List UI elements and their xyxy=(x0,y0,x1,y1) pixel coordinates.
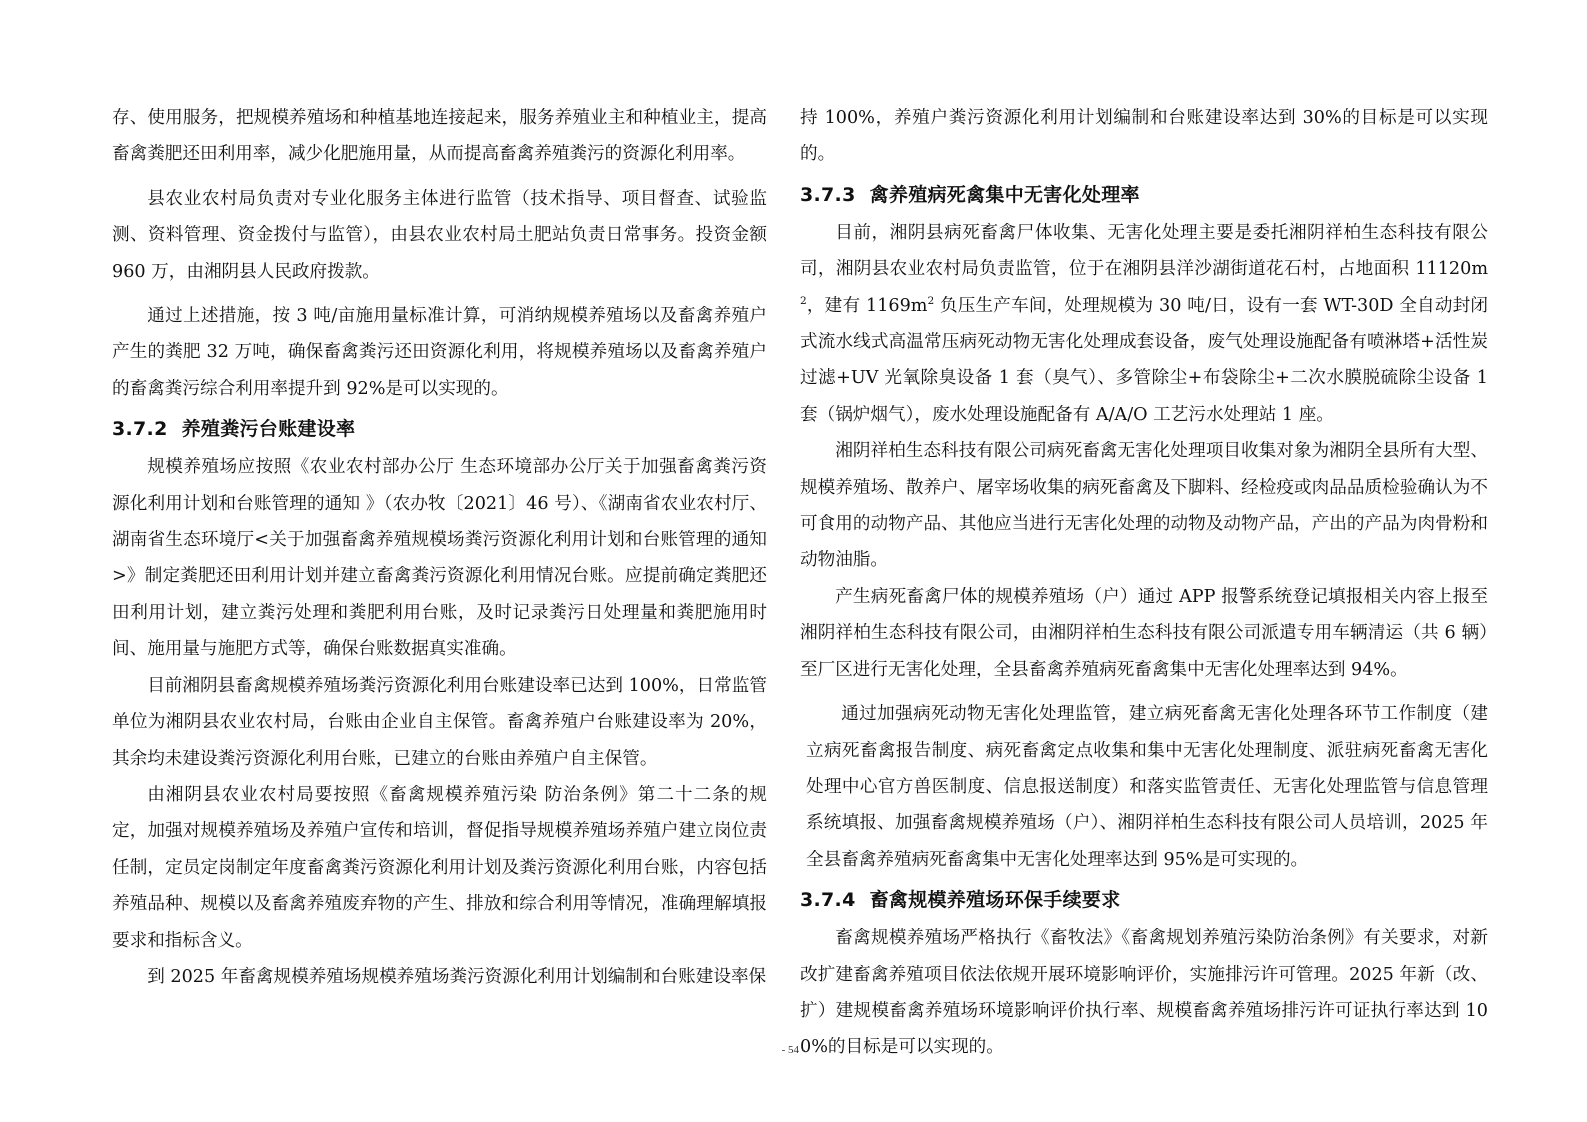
paragraph-right-6: 畜禽规模养殖场严格执行《畜牧法》《畜禽规划养殖污染防治条例》有关要求，对新改扩建畜禽养殖项目依法依规开展环境影响评价，实施排污许可管理。2025 年新（改、扩）建规模畜禽养殖场环境影响评价执行率、规模畜禽养殖场排污许可证执行率达到 100%的目标是可以实现的。 xyxy=(800,928,1488,1058)
section-title: 畜禽规模养殖场环保手续要求 xyxy=(869,889,1121,912)
paragraph-right-1: 持 100%，养殖户粪污资源化利用计划编制和台账建设率达到 30%的目标是可以实现的。 xyxy=(800,108,1488,165)
section-heading-3-7-3 xyxy=(800,177,1488,213)
paragraph-left-6: 由湘阴县农业农村局要按照《畜禽规模养殖污染 防治条例》第二十二条的规定，加强对规模养殖场及养殖户宣传和培训，督促指导规模养殖场养殖户建立岗位责任制，定员定岗制定年度畜禽粪污资源化利用计划及粪污资源化利用台账，内容包括养殖品种、规模以及畜禽养殖废弃物的产生、排放和综合利用等情况，准确理解填报要求和指标含义。 xyxy=(112,784,767,951)
section-heading-3-7-2 xyxy=(112,411,767,447)
section-number: 3.7.3 xyxy=(800,183,856,206)
paragraph-left-5: 目前湘阴县畜禽规模养殖场粪污资源化利用台账建设率已达到 100%，日常监管单位为湘阴县农业农村局，台账由企业自主保管。畜禽养殖户台账建设率为 20%，其余均未建设粪污资源化利用台账，已建立的台账由养殖户自主保管。 xyxy=(112,675,767,769)
paragraph-left-3: 通过上述措施，按 3 吨/亩施用量标准计算，可消纳规模养殖场以及畜禽养殖户产生的粪肥 32 万吨，确保畜禽粪污还田资源化利用，将规模养殖场以及畜禽养殖户的畜禽粪污综合利用率提升到 92%是可以实现的。 xyxy=(112,306,767,399)
paragraph-right-5: 通过加强病死动物无害化处理监管，建立病死畜禽无害化处理各环节工作制度（建立病死畜禽报告制度、病死畜禽定点收集和集中无害化处理制度、派驻病死畜禽无害化处理中心官方兽医制度、信息报送制度）和落实监管责任、无害化处理监管与信息管理系统填报、加强畜禽规模养殖场（户）、湘阴祥柏生态科技有限公司人员培训，2025 年全县畜禽养殖病死畜禽集中无害化处理率达到 95%是可实现的。 xyxy=(806,704,1488,870)
paragraph-left-1: 存、使用服务，把规模养殖场和种植基地连接起来，服务养殖业主和种植业主，提高畜禽粪肥还田利用率，减少化肥施用量，从而提高畜禽养殖粪污的资源化利用率。 xyxy=(112,108,767,165)
paragraph-left-7: 到 2025 年畜禽规模养殖场规模养殖场粪污资源化利用计划编制和台账建设率保 xyxy=(147,966,767,987)
page-number: - 54 - xyxy=(781,1044,806,1056)
section-number: 3.7.2 xyxy=(112,418,168,441)
paragraph-right-3: 湘阴祥柏生态科技有限公司病死畜禽无害化处理项目收集对象为湘阴全县所有大型、规模养殖场、散养户、屠宰场收集的病死畜禽及下脚料、经检疫或肉品品质检验确认为不可食用的动物产品、其他应当进行无害化处理的动物及动物产品，产出的产品为肉骨粉和动物油脂。 xyxy=(800,441,1488,571)
right-column xyxy=(800,100,1488,1066)
section-number: 3.7.4 xyxy=(800,889,856,912)
paragraph-right-4: 产生病死畜禽尸体的规模养殖场（户）通过 APP 报警系统登记填报相关内容上报至湘阴祥柏生态科技有限公司，由湘阴祥柏生态科技有限公司派遣专用车辆清运（共 6 辆）至厂区进行无害化处理，全县畜禽养殖病死畜禽集中无害化处理率达到 94%。 xyxy=(800,586,1488,680)
paragraph-right-2: 目前，湘阴县病死畜禽尸体收集、无害化处理主要是委托湘阴祥柏生态科技有限公司，湘阴县农业农村局负责监管，位于在湘阴县洋沙湖街道花石村，占地面积 $11120m^2$，建有 $1169m^2$ 负压生产车间，处理规模为 30 吨/日，设有一套 WT-30D 全自动封闭式流水线式高温常压病死动物无害化处理成套设备，废气处理设施配备有喷淋塔+活性炭过滤+UV 光氧除臭设备 1 套（臭气）、多管除尘+布袋除尘+二次水膜脱硫除尘设备 1 套（锅炉烟气），废水处理设施配备有 A/A/O 工艺污水处理站 1 座。 xyxy=(800,222,1488,425)
section-heading-3-7-4 xyxy=(800,882,1488,918)
section-title: 养殖粪污台账建设率 xyxy=(181,418,356,441)
paragraph-left-2: 县农业农村局负责对专业化服务主体进行监管（技术指导、项目督查、试验监测、资料管理、资金拨付与监管），由县农业农村局土肥站负责日常事务。投资金额 960 万，由湘阴县人民政府拨款。 xyxy=(112,188,767,282)
paragraph-left-4: 规模养殖场应按照《农业农村部办公厅 生态环境部办公厅关于加强畜禽粪污资源化利用计划和台账管理的通知 》（农办牧〔2021〕46 号）、《湖南省农业农村厅、湖南省生态环境厅<关于加强畜禽养殖规模场粪污资源化利用计划和台账管理的通知>》制定粪肥还田利用计划并建立畜禽粪污资源化利用情况台账。应提前确定粪肥还田利用计划，建立粪污处理和粪肥利用台账，及时记录粪污日处理量和粪肥施用时间、施用量与施肥方式等，确保台账数据真实准确。 xyxy=(112,457,767,660)
left-column xyxy=(112,100,767,995)
section-title: 禽养殖病死禽集中无害化处理率 xyxy=(869,183,1140,206)
